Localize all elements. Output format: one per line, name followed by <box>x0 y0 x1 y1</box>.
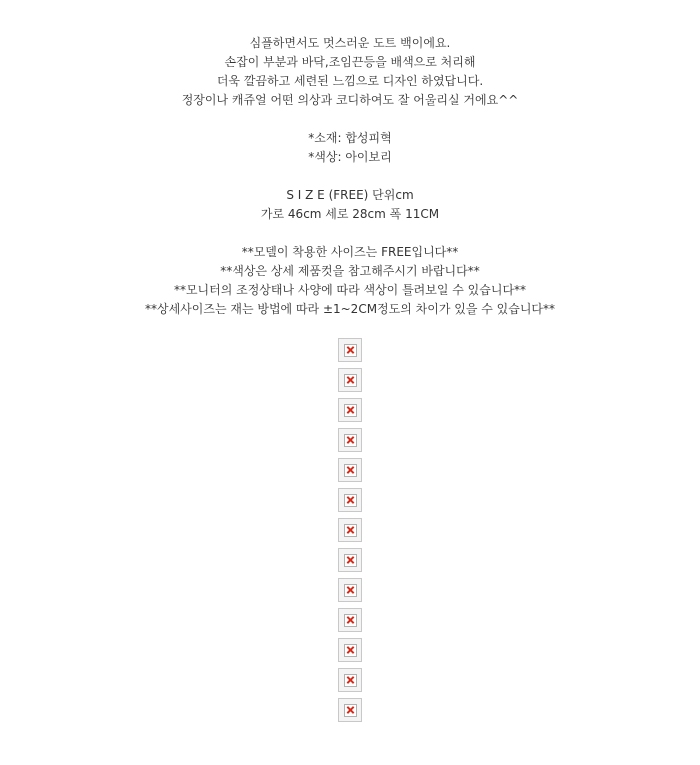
color-text: *색상: 아이보리 <box>308 150 392 164</box>
product-image-placeholder <box>338 638 362 662</box>
product-image-placeholder <box>338 458 362 482</box>
note-line: **상세사이즈는 재는 방법에 따라 ±1~2CM정도의 차이가 있을 수 있습니다** <box>144 302 556 316</box>
product-image-placeholder <box>338 548 362 572</box>
product-image-placeholder <box>338 578 362 602</box>
broken-image-icon <box>344 524 357 537</box>
product-image-list <box>0 338 700 728</box>
broken-image-icon <box>344 584 357 597</box>
product-image-placeholder <box>338 428 362 452</box>
notes-paragraph <box>0 243 700 319</box>
broken-image-icon <box>344 614 357 627</box>
intro-line: 심플하면서도 멋스러운 도트 백이에요. <box>249 36 451 50</box>
product-description <box>0 0 700 319</box>
broken-image-icon <box>344 374 357 387</box>
broken-image-icon <box>344 344 357 357</box>
product-image-placeholder <box>338 668 362 692</box>
intro-line: 더욱 깔끔하고 세련된 느낌으로 디자인 하였답니다. <box>216 74 484 88</box>
intro-line: 정장이나 캐쥬얼 어떤 의상과 코디하여도 잘 어울리실 거에요^^ <box>181 93 519 107</box>
broken-image-icon <box>344 494 357 507</box>
note-line: **모니터의 조정상태나 사양에 따라 색상이 틀려보일 수 있습니다** <box>173 283 527 297</box>
product-image-placeholder <box>338 398 362 422</box>
broken-image-icon <box>344 554 357 567</box>
broken-image-icon <box>344 674 357 687</box>
broken-image-icon <box>344 434 357 447</box>
broken-image-icon <box>344 404 357 417</box>
product-image-placeholder <box>338 698 362 722</box>
product-image-placeholder <box>338 608 362 632</box>
note-line: **색상은 상세 제품컷을 참고해주시기 바랍니다** <box>220 264 480 278</box>
size-paragraph <box>0 186 700 224</box>
product-image-placeholder <box>338 368 362 392</box>
size-values: 가로 46cm 세로 28cm 폭 11CM <box>260 207 440 221</box>
material-paragraph <box>0 129 700 167</box>
product-image-placeholder <box>338 488 362 512</box>
broken-image-icon <box>344 704 357 717</box>
size-title: S I Z E (FREE) 단위cm <box>286 188 414 202</box>
note-line: **모델이 착용한 사이즈는 FREE입니다** <box>241 245 459 259</box>
intro-line: 손잡이 부분과 바닥,조임끈등을 배색으로 처리해 <box>224 55 476 69</box>
product-image-placeholder <box>338 338 362 362</box>
product-image-placeholder <box>338 518 362 542</box>
intro-paragraph <box>0 34 700 110</box>
broken-image-icon <box>344 464 357 477</box>
material-text: *소재: 합성피혁 <box>308 131 392 145</box>
broken-image-icon <box>344 644 357 657</box>
